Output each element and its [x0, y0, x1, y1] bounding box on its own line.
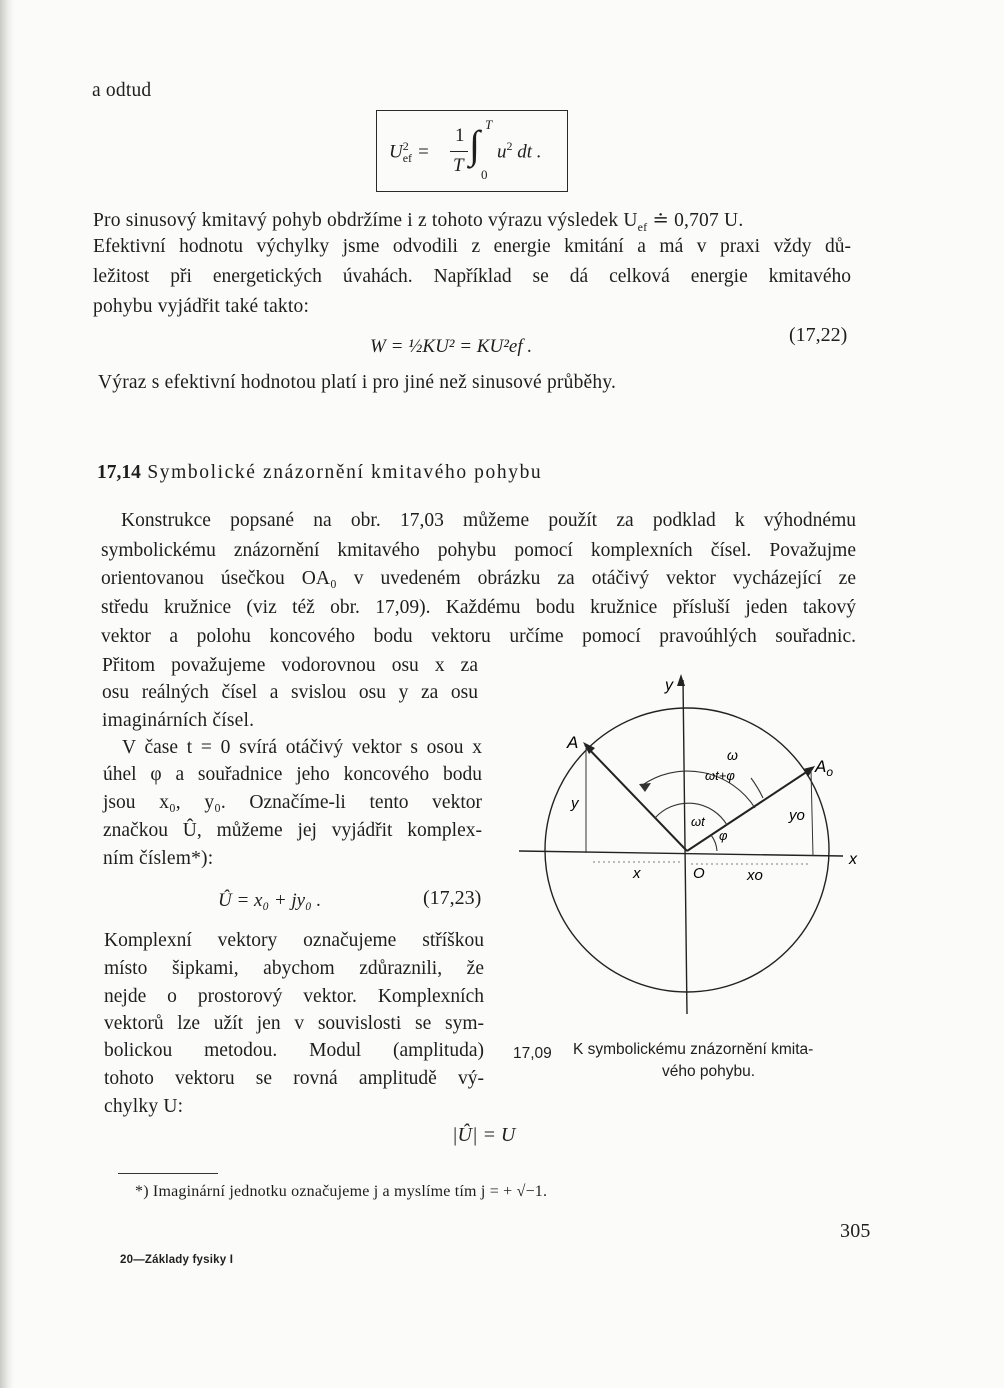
label-omega-t-phi: ωt+φ: [705, 768, 735, 783]
rms-formula-box: [376, 110, 568, 192]
para5-line2: úhel φ a souřadnice jeho koncového bodu: [103, 764, 482, 785]
para1-line4: pohybu vyjádřit také takto:: [93, 296, 310, 317]
equation-modulus: |Û| = U: [452, 1124, 516, 1146]
footnote: *) Imaginární jednotku označujeme j a myslíme tím j = + √−1.: [135, 1183, 548, 1200]
figure-caption-number: 17,09: [513, 1045, 552, 1062]
para6-line4: vektorů lze užít jen v souvislosti se sym-: [104, 1013, 484, 1034]
para3-line2: symbolickému znázornění kmitavého pohybu pomocí komplexních čísel. Považujme: [101, 540, 856, 561]
para6-line3: nejde o prostorový vektor. Komplexních: [104, 986, 484, 1007]
para5-line5: ním číslem*):: [103, 848, 214, 869]
para6-line5: bolickou metodou. Modul (amplituda): [104, 1040, 484, 1061]
footer-signature: 20—Základy fysiky I: [120, 1254, 234, 1266]
para3-line5: vektor a polohu koncového bodu vektoru určíme pomocí pravoúhlých souřadnic.: [101, 626, 856, 647]
vector-OA0-arrowhead: [803, 766, 815, 777]
label-A: A: [567, 733, 579, 752]
para1-line1: Pro sinusový kmitavý pohyb obdržíme i z tohoto výrazu výsledek $U_{ef}$ ≐ 0,707 U.: [93, 210, 744, 234]
label-phi: φ: [719, 828, 728, 843]
integral-sign: ∫: [469, 122, 480, 167]
y-axis-arrowhead: [677, 674, 685, 686]
label-x: x: [633, 865, 641, 882]
para2: Výraz s efektivní hodnotou platí i pro jiné než sinusové průběhy.: [98, 372, 617, 393]
para3-line4: středu kružnice (viz též obr. 17,09). Každému bodu kružnice přísluší jeden takový: [101, 597, 856, 618]
page-edge-shadow: [0, 0, 14, 1388]
section-heading: 17,14 Symbolické znázornění kmitavého pohybu: [97, 462, 543, 483]
formula-lhs: $U^2_{ef}$ =: [389, 139, 430, 166]
vector-OA: [585, 745, 687, 851]
label-A0: $A_o$: [815, 757, 834, 779]
rotation-arrow: [751, 778, 763, 798]
equation-17-23: Û = x₀ + jy₀ .: [218, 890, 322, 911]
label-omega-t: ωt: [691, 814, 705, 829]
para6-line7: chylky U:: [104, 1096, 184, 1117]
equation-17-23-number: (17,23): [423, 887, 482, 909]
para4-line2: osu reálných čísel a svislou osu y za osu: [102, 682, 478, 703]
formula-numerator: 1: [455, 125, 465, 146]
x-axis-line: [519, 851, 843, 856]
angle-arc-phi: [711, 835, 717, 851]
label-x0: xo: [747, 867, 763, 884]
para5-line4: značkou Û, můžeme jej vyjádřit komplex-: [103, 820, 482, 841]
integral-lower-limit: 0: [481, 167, 488, 182]
integrand: $u^2$ dt .: [497, 139, 542, 163]
label-origin: O: [693, 865, 705, 882]
para5-line3: jsou x₀, y₀. Označíme-li tento vektor: [103, 792, 482, 813]
footnote-rule: [118, 1173, 218, 1174]
para6-line2: místo šipkami, abychom zdůraznili, že: [104, 958, 484, 979]
para5-line1: V čase t = 0 svírá otáčivý vektor s osou x: [122, 737, 482, 758]
para3-line1: Konstrukce popsané na obr. 17,03 můžeme použít za podklad k výhodnému: [121, 510, 856, 531]
label-y: y: [571, 795, 579, 812]
integral-upper-limit: T: [485, 117, 493, 132]
para1-line2: Efektivní hodnotu výchylky jsme odvodili z energie kmitání a má v praxi vždy dů-: [93, 236, 851, 257]
angle-arc-arrowhead: [639, 783, 651, 792]
para6-line1: Komplexní vektory označujeme stříškou: [104, 930, 484, 951]
equation-17-22-number: (17,22): [789, 324, 848, 346]
intro-text: a odtud: [92, 80, 152, 101]
equation-17-22: W = ½KU² = KU²ef .: [370, 336, 533, 357]
angle-arc-omega-t-phi: [641, 771, 755, 808]
para1-line3: ležitost při energetických úvahách. Například se dá celková energie kmitavého: [93, 266, 851, 287]
para4-line1: Přitom považujeme vodorovnou osu x za: [102, 655, 478, 676]
fraction-bar: [450, 151, 468, 152]
label-omega: ω: [727, 747, 738, 763]
label-y0: yo: [789, 807, 805, 824]
figure-caption-line2: vého pohybu.: [662, 1063, 756, 1080]
para6-line6: tohoto vektoru se rovná amplitudě vý-: [104, 1068, 484, 1089]
figure-rotating-vector: [505, 660, 875, 1030]
para3-line3: orientovanou úsečkou OA₀ v uvedeném obrázku za otáčivý vektor vycházející ze: [101, 568, 856, 589]
label-y-axis: y: [665, 677, 673, 694]
label-x-axis: x: [849, 851, 857, 868]
page-number: 305: [840, 1220, 871, 1242]
figure-caption-line1: K symbolickému znázornění kmita-: [573, 1041, 814, 1058]
formula-denominator: T: [453, 155, 464, 176]
para4-line3: imaginárních čísel.: [102, 710, 255, 731]
